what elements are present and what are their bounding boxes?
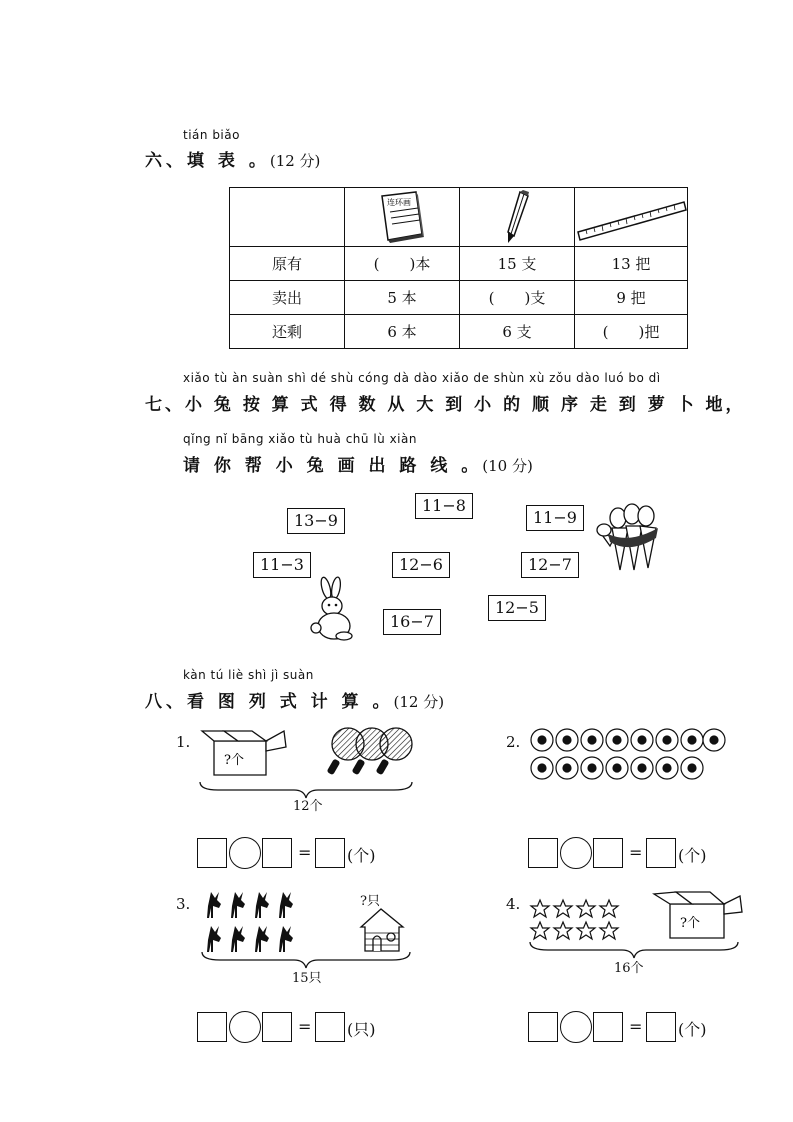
section7-pinyin-line2: qǐng nǐ bāng xiǎo tù huà chū lù xiàn <box>183 432 417 446</box>
table-cell[interactable]: ( )支 <box>460 281 575 315</box>
unit-label: (只) <box>347 1020 376 1039</box>
section8-score: (12 分) <box>393 693 445 711</box>
box-icon <box>652 890 744 940</box>
equals-sign: = <box>629 1017 643 1036</box>
table-row <box>230 281 688 315</box>
expression-box[interactable]: 11−8 <box>415 493 473 519</box>
answer-box[interactable] <box>528 1012 558 1042</box>
row-label: 还剩 <box>230 315 345 349</box>
pencil-icon <box>502 190 532 244</box>
box-label: ?个 <box>680 916 700 931</box>
table-cell: 6 本 <box>345 315 460 349</box>
operator-circle[interactable] <box>229 1011 261 1043</box>
table-cell: 13 把 <box>575 247 688 281</box>
unit-label: (个) <box>678 846 707 865</box>
box-icon <box>200 727 290 777</box>
table-corner-cell <box>230 188 345 247</box>
section7-title2-text: 请 你 帮 小 兔 画 出 路 线 。 <box>183 456 483 476</box>
expression-box[interactable]: 11−9 <box>526 505 584 531</box>
box-label: ?个 <box>224 753 244 768</box>
section6-title-text: 六、填 表 。 <box>145 151 270 171</box>
answer-box[interactable] <box>262 838 292 868</box>
problem-number: 3. <box>176 895 191 913</box>
section7-pinyin-line1: xiǎo tù àn suàn shì dé shù cóng dà dào xiǎo de shùn xù zǒu dào luó bo dì <box>183 371 661 385</box>
section8-title <box>145 687 444 712</box>
fill-table <box>229 187 688 349</box>
answer-box[interactable] <box>528 838 558 868</box>
table-cell[interactable]: ( )把 <box>575 315 688 349</box>
table-cell: 5 本 <box>345 281 460 315</box>
result-box[interactable] <box>315 838 345 868</box>
ruler-icon <box>576 192 686 242</box>
row-label: 卖出 <box>230 281 345 315</box>
expression-box[interactable]: 16−7 <box>383 609 441 635</box>
house-label: ?只 <box>360 894 380 909</box>
unit-label: (个) <box>678 1020 707 1039</box>
problem-number: 2. <box>506 733 521 751</box>
section6-score: (12 分) <box>269 152 321 170</box>
section8-pinyin: kàn tú liè shì jì suàn <box>183 668 314 682</box>
unit-label: (个) <box>347 846 376 865</box>
expression-box[interactable]: 13−9 <box>287 508 345 534</box>
result-box[interactable] <box>646 1012 676 1042</box>
section8-title-text: 八、看 图 列 式 计 算 。 <box>145 692 394 712</box>
book-label: 连环画 <box>387 198 411 207</box>
table-row <box>230 315 688 349</box>
operator-circle[interactable] <box>229 837 261 869</box>
problem-number: 1. <box>176 733 191 751</box>
section7-score: (10 分) <box>482 457 533 475</box>
table-cell: 9 把 <box>575 281 688 315</box>
table-cell[interactable]: ( )本 <box>345 247 460 281</box>
expression-box[interactable]: 12−6 <box>392 552 450 578</box>
rabbit-icon <box>308 580 358 642</box>
section7-title-line2 <box>183 451 533 476</box>
ruler-cell <box>575 188 688 247</box>
total-label: 16个 <box>614 961 644 976</box>
total-label: 12个 <box>293 799 323 814</box>
table-row <box>230 247 688 281</box>
section6-title <box>145 146 320 171</box>
ping-pong-paddles-icon <box>328 726 418 776</box>
problem-number: 4. <box>506 895 521 913</box>
result-box[interactable] <box>646 838 676 868</box>
equals-sign: = <box>298 843 312 862</box>
answer-box[interactable] <box>197 838 227 868</box>
operator-circle[interactable] <box>560 1011 592 1043</box>
section7-title-line1: 七、小 兔 按 算 式 得 数 从 大 到 小 的 顺 序 走 到 萝 卜 地， <box>145 395 746 415</box>
table-cell: 6 支 <box>460 315 575 349</box>
stars-icon <box>530 898 630 944</box>
house-icon <box>357 907 407 953</box>
expression-box[interactable]: 12−7 <box>521 552 579 578</box>
equals-sign: = <box>298 1017 312 1036</box>
book-icon <box>372 190 432 244</box>
answer-box[interactable] <box>593 1012 623 1042</box>
row-label: 原有 <box>230 247 345 281</box>
expression-box[interactable]: 12−5 <box>488 595 546 621</box>
equals-sign: = <box>629 843 643 862</box>
pencil-cell <box>460 188 575 247</box>
deer-icon <box>205 888 315 958</box>
operator-circle[interactable] <box>560 837 592 869</box>
section6-pinyin: tián biǎo <box>183 128 240 142</box>
answer-box[interactable] <box>593 838 623 868</box>
book-cell <box>345 188 460 247</box>
total-label: 15只 <box>292 971 322 986</box>
soccer-balls-icon <box>530 727 725 783</box>
answer-box[interactable] <box>262 1012 292 1042</box>
result-box[interactable] <box>315 1012 345 1042</box>
table-cell: 15 支 <box>460 247 575 281</box>
expression-box[interactable]: 11−3 <box>253 552 311 578</box>
answer-box[interactable] <box>197 1012 227 1042</box>
carrots-icon <box>590 498 670 573</box>
